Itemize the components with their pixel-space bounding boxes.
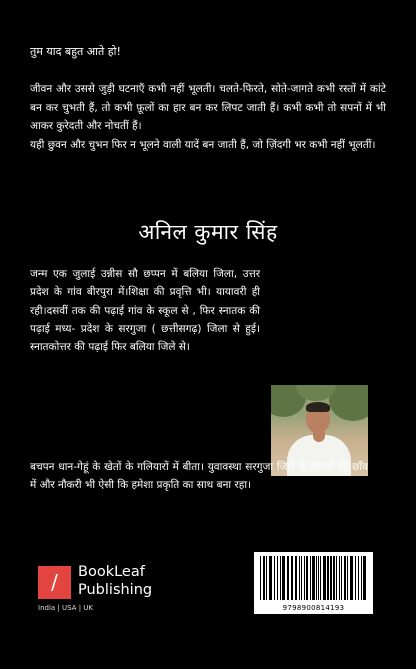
logo-slash-icon: / <box>51 570 58 594</box>
blurb-paragraph: यही छुवन और चुभन फिर न भूलने वाली यादें बन जाती हैं, जो ज़िंदगी भर कभी नहीं भूलतीं। <box>30 138 376 151</box>
isbn-number: 9798900814193 <box>282 604 345 612</box>
bio-paragraph: जन्म एक जुलाई उन्नीस सौ छप्पन में बलिया जिला, उत्तर प्रदेश के गांव बीरपुरा में।शिक्षा की प्रवृत्ति भी। यायावरी ही रही।दसवीं तक की पढ़ाई गांव के स्कूल से , फिर स्नातक की पढ़ाई मध्य- प्रदेश के सरगुजा ( छत्तीसगढ़) जिला से हुई। स्नातकोत्तर की पढ़ाई फिर बलिया जिले से। <box>30 268 260 354</box>
barcode-bars <box>258 556 369 600</box>
publisher-locations: India | USA | UK <box>38 604 93 612</box>
publisher-name-line1: BookLeaf <box>78 564 145 580</box>
author-bio <box>30 265 260 356</box>
author-bio-continued <box>30 458 368 495</box>
blurb-paragraph: जीवन और उससे जुड़ी घटनाएँ कभी नहीं भूलती। चलते-फिरते, सोते-जागते कभी रस्तों में कांटे बन कर चुभती हैं, तो कभी फ़ूलों का हार बन कर लिपट जाती हैं। कभी कभी तो सपनों में भी आकर कुरेदती और नोचतीं हैं। <box>30 83 386 132</box>
publisher-name-line2: Publishing <box>78 582 153 598</box>
blurb <box>30 80 386 154</box>
isbn-barcode <box>254 552 373 614</box>
bio-paragraph: बचपन धान-गेहूं के खेतों के गलियारों में बीता। युवावस्था सरगुजा जिले के जंगलों की छाँव में और नौकरी भी ऐसी कि हमेशा प्रकृति का साथ बना रहा। <box>30 461 368 492</box>
intro-line: तुम याद बहुत आते हो! <box>30 45 121 58</box>
author-name: अनिल कुमार सिंह <box>138 220 278 244</box>
